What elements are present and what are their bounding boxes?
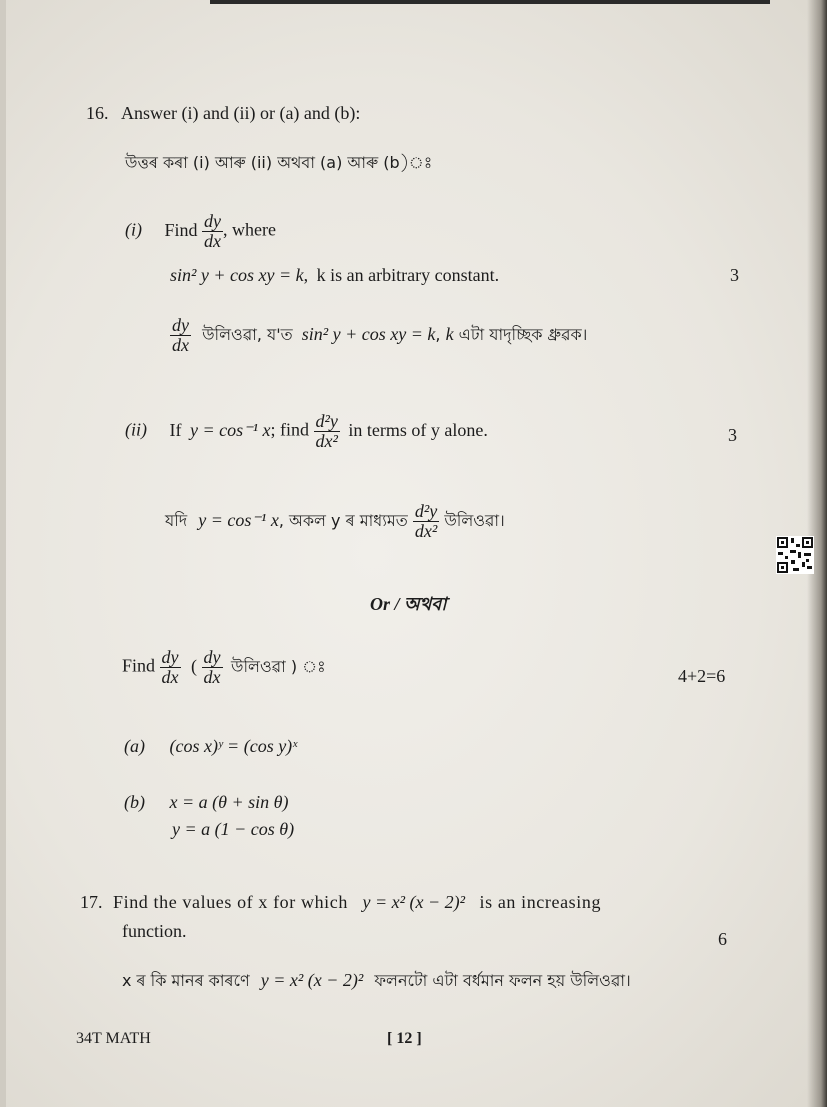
second-derivative-fraction: $\frac{\text{d²y}}{\text{dx²}}$ [315,411,338,451]
dy-dx-fraction: $\frac{dy}{dx}$ [161,647,179,687]
second-derivative-fraction: $\frac{\text{d²y}}{\text{dx²}}$ [414,501,438,541]
bengali-text: যদি [165,510,188,530]
equation: sin² y + cos xy = k [170,265,304,285]
if-text: If [169,419,182,440]
part-label: (ii) [125,419,147,440]
part-label: (b) [124,792,145,812]
or-separator: Or / অথবা [370,594,447,614]
equation: y = a (1 − cos θ) [172,819,295,839]
find-text: Find [122,655,156,676]
part-ii-marks: 3 [728,425,737,445]
part-i-equation-line: sin² y + cos xy = k, k is an arbitrary constant. [170,265,500,285]
alternative-part-a [124,736,297,757]
question-16-header [86,103,360,124]
dy-dx-fraction: $\frac{dy}{dx}$ [203,647,221,687]
question-17-line [80,892,601,913]
part-i-bengali-line: $\frac{dy}{dx}$ উলিওৱা, য'ত sin² y + cos xy = k, k এটা যাদৃচ্ছিক ধ্ৰুৱক। [172,315,588,355]
part-label: (i) [125,219,142,240]
equation: sin² y + cos xy = k [301,323,436,344]
top-binding-strip [210,0,770,4]
question-17-bengali-line [122,968,631,995]
dy-dx-fraction: $\frac{dy}{dx}$ [204,211,222,251]
bengali-text: এটা যাদৃচ্ছিক ধ্ৰুৱক। [458,324,588,344]
left-page-edge [0,0,6,1107]
equation: x = a (θ + sin θ) [169,792,289,812]
qr-code-icon [776,536,814,574]
question-text: Find the values of x for which [113,892,348,912]
alternative-part-b [124,792,288,813]
constant-description: k is an arbitrary constant. [316,265,500,285]
paper-code: 34T MATH [76,1030,151,1047]
equation: y = x² (x − 2)² [260,970,364,990]
part-ii-line [125,412,488,451]
alternative-marks: 4+2=6 [678,666,726,686]
dy-dx-fraction: $\frac{dy}{dx}$ [172,315,189,355]
question-number: 16. [86,103,109,123]
part-label: (a) [124,736,145,756]
question-16-header-bengali: উত্তৰ কৰা (i) আৰু (ii) অথবা (a) আৰু (b)ঃ [125,153,433,172]
bengali-text: উলিওৱা ) ঃ [231,656,326,676]
equation: (cos x)ʸ = (cos y)ˣ [169,736,298,756]
bengali-text: , অকল y ৰ মাধ্যমত [278,510,408,530]
find-text: ; find [270,419,310,440]
part-i-line [125,212,276,251]
equation: y = cos⁻¹ x [198,509,279,530]
alternative-find-line: Find $\frac{dy}{dx}$ ( $\frac{dy}{dx}$ উলিওৱা ) ঃ [122,647,326,687]
question-17-marks: 6 [718,929,727,949]
question-17-continuation: function. [122,921,187,941]
page-number: [ 12 ] [387,1030,422,1047]
equation: y = cos⁻¹ x [190,419,271,440]
where-text: , where [223,219,276,240]
find-text: Find [164,219,198,240]
question-text: is an increasing [479,892,602,912]
question-number: 17. [80,892,103,912]
part-ii-bengali-line [165,502,505,541]
part-i-marks: 3 [730,265,739,285]
question-instruction: Answer (i) and (ii) or (a) and (b): [121,103,361,123]
bengali-text: x ৰ কি মানৰ কাৰণে [122,971,250,990]
bengali-text: উলিওৱা, য'ত [202,324,293,344]
bengali-text: ফলনটো এটা বৰ্ধমান ফলন হয় উলিওৱা। [374,971,631,990]
equation: y = x² (x − 2)² [362,892,466,912]
bengali-text: উলিওৱা। [444,510,505,530]
in-terms-text: in terms of y alone. [348,419,488,440]
